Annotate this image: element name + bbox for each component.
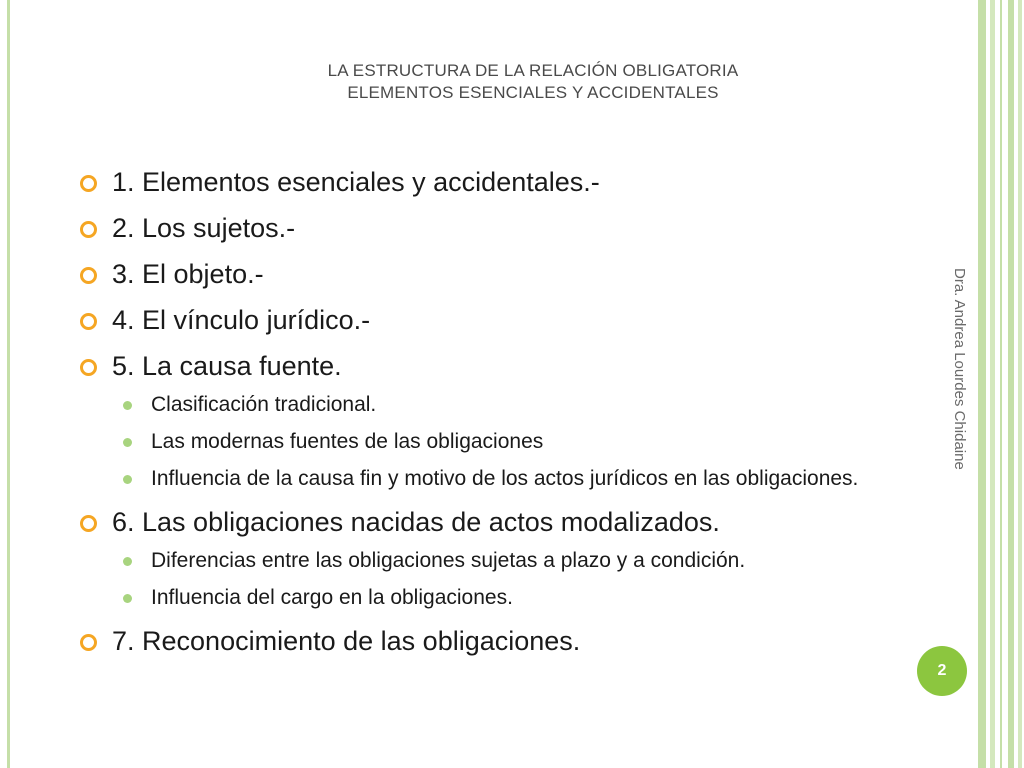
dot-bullet-icon (123, 475, 132, 484)
dot-bullet-icon (123, 594, 132, 603)
left-frame-line (7, 0, 10, 768)
circle-bullet-icon (80, 515, 97, 532)
dot-bullet-icon (123, 401, 132, 410)
list-item (78, 256, 928, 292)
right-frame-line (978, 0, 986, 768)
circle-bullet-icon (80, 313, 97, 330)
title-line-2: ELEMENTOS ESENCIALES Y ACCIDENTALES (347, 83, 719, 102)
right-frame-line (990, 0, 995, 768)
page-number-badge: 2 (917, 646, 967, 696)
list-item (78, 504, 928, 540)
list-item-text: 7. Reconocimiento de las obligaciones. (112, 626, 581, 656)
sub-list-item (78, 583, 911, 613)
list-item (78, 210, 928, 246)
dot-bullet-icon (123, 438, 132, 447)
sub-list (78, 546, 928, 613)
sub-list-item-text: Influencia del cargo en la obligaciones. (151, 586, 513, 609)
list-item-text: 3. El objeto.- (112, 259, 264, 289)
title-line-1: LA ESTRUCTURA DE LA RELACIÓN OBLIGATORIA (327, 61, 739, 80)
sub-list-item (78, 427, 911, 457)
circle-bullet-icon (80, 359, 97, 376)
list-item (78, 623, 928, 659)
bullet-list (78, 164, 928, 669)
list-item-text: 5. La causa fuente. (112, 351, 342, 381)
list-item (78, 302, 928, 338)
sub-list-item (78, 390, 911, 420)
right-frame-line (1018, 0, 1022, 768)
circle-bullet-icon (80, 221, 97, 238)
sub-list-item (78, 546, 911, 576)
circle-bullet-icon (80, 267, 97, 284)
sub-list-item-text: Las modernas fuentes de las obligaciones (151, 430, 544, 453)
right-frame-line (1000, 0, 1002, 768)
list-item-text: 1. Elementos esenciales y accidentales.- (112, 167, 600, 197)
list-item (78, 164, 928, 200)
circle-bullet-icon (80, 175, 97, 192)
sub-list-item-text: Diferencias entre las obligaciones sujetas a plazo y a condición. (151, 549, 746, 572)
right-frame-line (1008, 0, 1014, 768)
circle-bullet-icon (80, 634, 97, 651)
sub-list-item-text: Clasificación tradicional. (151, 393, 377, 416)
sub-list (78, 390, 928, 494)
list-item-text: 2. Los sujetos.- (112, 213, 296, 243)
list-item-text: 6. Las obligaciones nacidas de actos modalizados. (112, 507, 720, 537)
sub-list-item (78, 464, 911, 494)
list-item (78, 348, 928, 384)
dot-bullet-icon (123, 557, 132, 566)
list-item-text: 4. El vínculo jurídico.- (112, 305, 371, 335)
sub-list-item-text: Influencia de la causa fin y motivo de los actos jurídicos en las obligaciones. (151, 467, 859, 490)
author-credit: Dra. Andrea Lourdes Chidaine (951, 268, 968, 470)
slide-title (200, 60, 866, 104)
